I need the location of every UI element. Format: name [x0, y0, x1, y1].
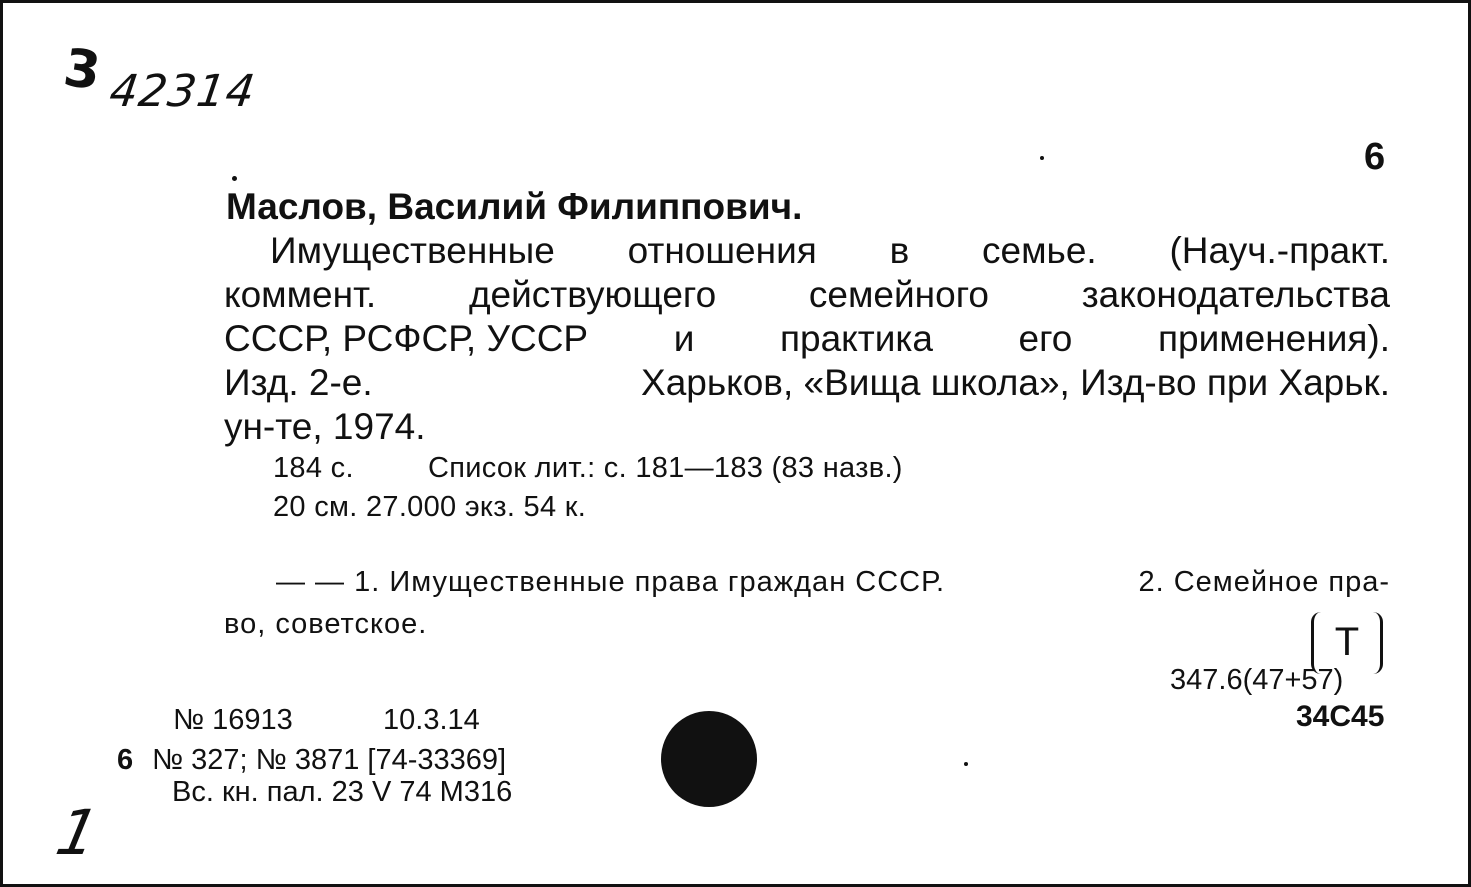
handwritten-mark: 1	[50, 796, 106, 869]
order-date: 10.3.14	[383, 704, 480, 736]
copies-prefix: 6	[117, 744, 134, 776]
subject-line-1: — — 1. Имущественные права граждан СССР. 2. Семейное пра-	[276, 566, 1390, 598]
handwritten-inventory-number: 42314	[106, 66, 259, 117]
bbk-index: 347.6(47+57)	[1170, 664, 1344, 696]
speck	[1040, 156, 1044, 160]
book-chamber-note: Вс. кн. пал. 23 V 74 М316	[172, 776, 513, 808]
title-line-4: Изд. 2-е. Харьков, «Вища школа», Изд-во при Харьк.	[224, 362, 1390, 403]
title-line-1: Имущественные отношения в семье. (Науч.-практ.	[270, 230, 1390, 271]
punch-hole	[661, 711, 757, 807]
handwritten-prefix: 3	[60, 37, 105, 103]
record-numbers: № 327; № 3871 [74-33369]	[152, 744, 507, 776]
title-line-3: СССР, РСФСР, УССР и практика его применения).	[224, 318, 1390, 359]
title-line-5: ун-те, 1974.	[224, 406, 426, 447]
subject-headings	[224, 561, 1390, 645]
size-run-price: 20 см. 27.000 экз. 54 к.	[273, 491, 587, 523]
order-number: № 16913	[173, 704, 293, 736]
author-heading: Маслов, Василий Филиппович.	[226, 186, 803, 227]
title-description	[224, 229, 1390, 449]
stamp-letter: Т	[1311, 612, 1383, 674]
speck	[232, 176, 237, 181]
speck	[964, 762, 968, 766]
author-mark: 34С45	[1296, 700, 1385, 733]
title-line-2: коммент. действующего семейного законодательства	[224, 274, 1390, 315]
bibliography-note: Список лит.: с. 181—183 (83 назв.)	[428, 452, 903, 484]
card-sequence-number: 6	[1364, 136, 1386, 178]
pagination: 184 с.	[273, 452, 354, 484]
subject-line-2: во, советское.	[224, 608, 428, 640]
